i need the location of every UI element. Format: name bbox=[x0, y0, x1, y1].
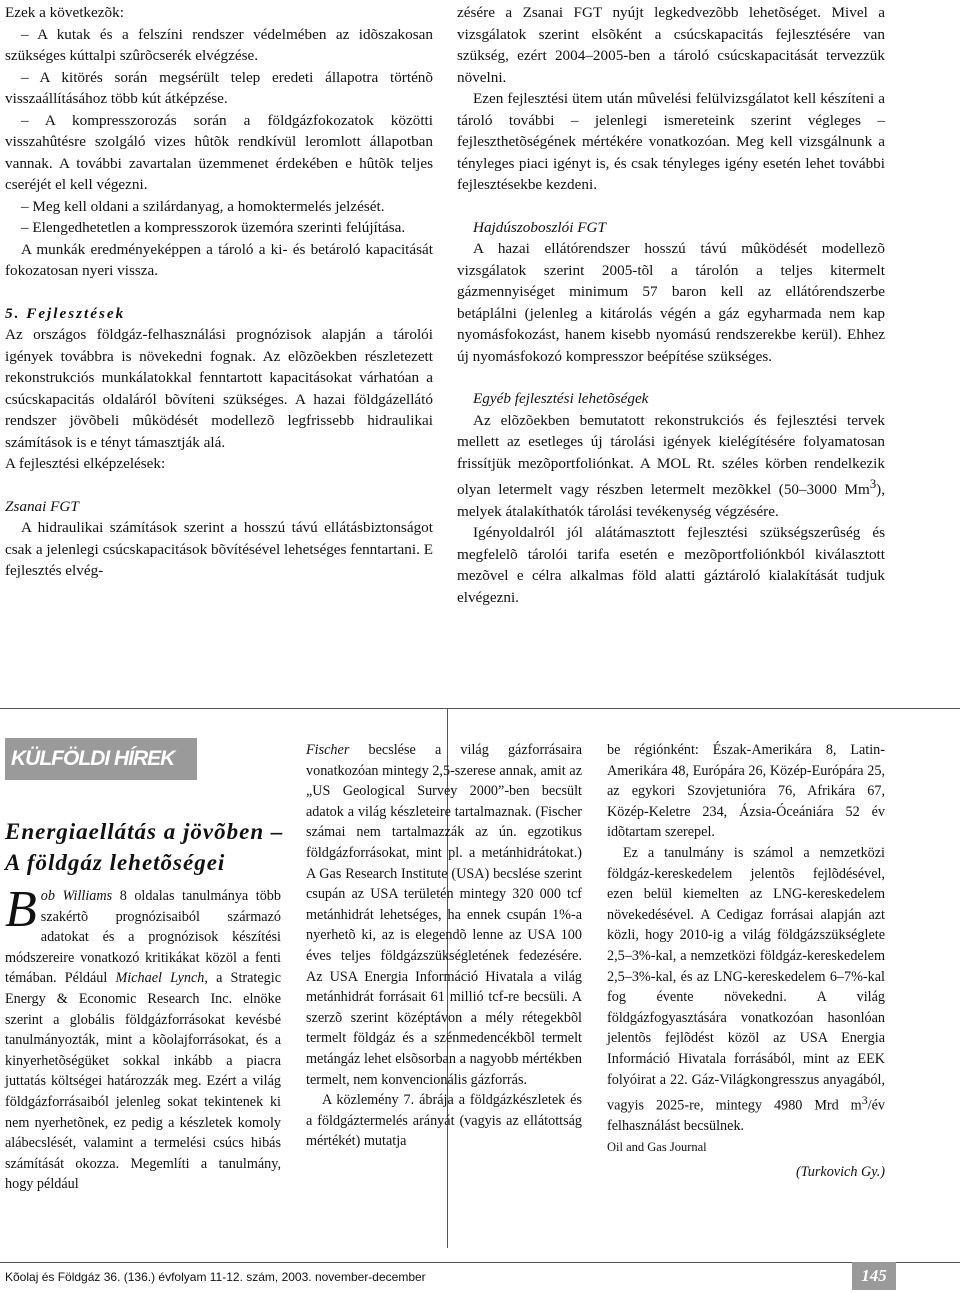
list-item: – A kutak és a felszíni rendszer védelmében az idõszakosan szükséges kúttalpi szûrõcserék elvégzése. bbox=[5, 25, 433, 64]
text-span: /év felhasználást becsülnek. bbox=[607, 1097, 885, 1135]
paragraph bbox=[5, 881, 281, 1195]
news-column-2 bbox=[306, 740, 582, 1152]
footer-line bbox=[0, 1262, 960, 1263]
paragraph: Ezek a következõk: bbox=[5, 4, 124, 21]
paragraph: be régiónként: Észak-Amerikára 8, Latin-Amerikára 48, Európára 26, Közép-Európára 25, az egykori Szovjetunióra 76, Afrikára 67, Közép-Keletre 234, Ázsia-Óceániára 52 év idõtartam szerepel. bbox=[607, 742, 885, 841]
news-column-3 bbox=[607, 740, 885, 1182]
superscript: 3 bbox=[861, 1093, 868, 1108]
paragraph: A hidraulikai számítások szerint a hosszú távú ellátásbiztonságot csak a jelenlegi csúcskapacitások bõvítésével lehetséges fenntartani. E fejlesztés elvég- bbox=[5, 519, 433, 579]
list-item: – Elengedhetetlen a kompresszorok üzemóra szerinti felújítása. bbox=[21, 219, 406, 236]
subheading: Zsanai FGT bbox=[5, 497, 79, 515]
list-item: – A kompresszorozás során a földgázfokozatok közötti visszahûtésre szolgáló vizes hûtõk rendkívül leromlott állapotban vannak. A további zavartalan üzemmenet érdekében e hûtõk teljes cseréjét el kell végezni. bbox=[5, 111, 433, 193]
source: Oil and Gas Journal bbox=[607, 1140, 707, 1155]
paragraph bbox=[607, 843, 885, 1137]
subheading: Egyéb fejlesztési lehetõségek bbox=[473, 390, 649, 407]
text-span: becslése a világ gázforrásaira vonatkozóan mintegy 2,5-szerese annak, amit az „US Geological Survey 2000”-ben becsült adatok a világ készleteire tartalmaznak. (Fischer számai nem tartalmazzák az ún. egzotikus földgázforrásokat, mint pl. a metánhidrátokat.) A Gas Research Institute (USA) becslése szerint csupán az USA területén mintegy 320 000 tcf metánhidrát lehetséges, ha ennek csupán 1%-a nyerhetõ ki, az is elegendõ lenne az USA 100 éves teljes földgázszükségletének fedezésére. Az USA Energia Információ Hivatala a világ metánhidrát forrásait 61 millió tcf-re becsüli. A szerzõ szerint középtávon a mély rétegekbõl termelt földgáz és a szénmedencékbõl termelt metángáz lehet elsõsorban a nagyobb mértékben termelt, nem konvencionális gázforrás. bbox=[306, 742, 582, 1088]
news-title: Energiaellátás a jövõben – A földgáz lehetõségei bbox=[5, 819, 284, 875]
section-divider bbox=[0, 708, 960, 709]
list-item: – A kitörés során megsérült telep eredeti állapotra történõ visszaállításához több kút átképzése. bbox=[5, 68, 433, 107]
paragraph: Igényoldalról jól alátámasztott fejlesztési szükségszerûség és megfelelõ tárolói tarifa esetén e mezõportfoliónkból kiválasztott mezõvel e célra alkalmas föld alatti gáztároló kialakítását tudjuk elvégezni. bbox=[457, 524, 885, 606]
text-span: Ez a tanulmány is számol a nemzetközi földgáz-kereskedelem jelentõs fejlõdésével, ezen belül kiemelten az LNG-kereskedelem növekedésével. A Cedigaz forrásai alapján azt közli, hogy 2010-ig a világ földgázszükséglete 2,5–3%-kal, a nemzetközi földgáz-kereskedelem 2,5–3%-kal, és az LNG-kereskedelem 6–7%-kal fog évente növekedni. A világ földgázfogyasztására vonatkozóan hasonlóan jelentõs fejlõdést közöl az USA Energia Információ Hivatala forrásából, mint az EEK folyóirat a 22. Gáz-Világkongresszus anyagából, vagyis 2025-re, mintegy 4980 Mrd m bbox=[607, 844, 885, 1114]
list-item: – Meg kell oldani a szilárdanyag, a homoktermelés jelzését. bbox=[21, 197, 385, 215]
subheading: Hajdúszoboszlói FGT bbox=[473, 218, 606, 236]
paragraph bbox=[457, 410, 885, 523]
news-banner: KÜLFÖLDI HÍREK bbox=[5, 738, 197, 780]
paragraph: A közlemény 7. ábrája a földgázkészletek és a földgáztermelés arányát (vagyis az ellátottság mértékét) mutatja bbox=[306, 1092, 582, 1150]
text-span: 8 oldalas tanulmánya több szakértõ prognózisaiból származó adatokat és a prognózisok készítési módszereire vonatkozó kritikákat közöl a fenti témában. Például bbox=[5, 888, 281, 987]
author-name: ob Williams bbox=[40, 888, 113, 904]
text-span: , a Strategic Energy & Economic Research Inc. elnöke szerint a globális földgázforrásokat kevésbé tanulmányozták, mint a kõolajforrásokat, és a kinyerhetõségüket sokkal inkább a piacra juttatás költségei határozzák meg. Ezért a világ földgázforrásaiból jelenleg sokat tekintenek ki nem nyerhetõnek, ez pedig a készletek komoly alábecslését, valamint a termelési csúcs hibás számítását okozza. Megemlíti a tanulmány, hogy például bbox=[5, 970, 281, 1193]
paragraph: Ezen fejlesztési ütem után mûvelési felülvizsgálatot kell készíteni a tároló további – jelenlegi ismereteink szerint végleges – fejleszthetõségének mértékére vonatkozóan. Meg kell vizsgálnunk a tényleges piaci igényt is, és csak tényleges igény esetén lehet további fejlesztésekbe kezdeni. bbox=[457, 90, 885, 193]
person-name: Fischer bbox=[306, 742, 350, 758]
superscript: 3 bbox=[869, 477, 877, 491]
paragraph: Az országos földgáz-felhasználási prognózisok alapján a tárolói igények továbbra is növekedni fognak. Az elõzõekben részletezett rekonstrukciós munkálatokkal fenntartott kapacitásokat várhatóan a csúcskapacitás oldaláról bõvíteni szükséges. A hazai földgázellátó rendszer jövõbeli mûködését modellezõ legfrissebb hidraulikai számítások is e tényt támasztják alá. bbox=[5, 326, 433, 451]
paragraph: A munkák eredményeképpen a tároló a ki- és betároló kapacitását fokozatosan nyeri vissza. bbox=[5, 240, 433, 279]
person-name: Michael Lynch bbox=[115, 970, 205, 987]
left-column-top bbox=[5, 2, 433, 582]
journal-footer: Kõolaj és Földgáz 36. (136.) évfolyam 11-12. szám, 2003. november-december bbox=[5, 1270, 426, 1284]
paragraph: A hazai ellátórendszer hosszú távú mûködését modellezõ vizsgálatok szerint 2005-tõl a tárolón a teljes kitermelt gázmennyiséget minimum 57 baron kell az ellátórendszerbe betáplálni (jelenleg a kitárolás végén a gáz egyharmada nem kap nyomásfokozást, hanem kisebb nyomású rendszerekbe kerül). Ehhez új nyomásfokozó kompresszor beépítése szükséges. bbox=[457, 240, 885, 365]
page-number: 145 bbox=[852, 1262, 896, 1290]
text-span: ), melyek átalakíthatók tárolási tevékenység végzésére. bbox=[457, 481, 885, 520]
paragraph bbox=[306, 740, 582, 1090]
text-span: Az elõzõekben bemutatott rekonstrukciós és fejlesztési tervek mellett az esetleges új tárolási igények kielégítésére folyamatosan frissítjük mezõportfoliónkat. A MOL Rt. széles körben rendelkezik olyan letermelt vagy részben letermelt mezõkkel (50–3000 Mm bbox=[457, 411, 885, 499]
right-column-top bbox=[457, 2, 885, 608]
author-signature: (Turkovich Gy.) bbox=[795, 1163, 885, 1180]
drop-cap: B bbox=[5, 881, 37, 938]
section-heading: 5. Fejlesztések bbox=[5, 304, 126, 322]
paragraph: zésére a Zsanai FGT nyújt legkedvezõbb lehetõséget. Mivel a vizsgálatok szerint elsõként a csúcskapacitás fejlesztésére van szükség, ezért 2004–2005-ben a tároló csúcskapacitását tervezzük növelni. bbox=[457, 4, 885, 86]
news-column-1 bbox=[5, 881, 281, 1195]
paragraph: A fejlesztési elképzelések: bbox=[5, 455, 166, 472]
